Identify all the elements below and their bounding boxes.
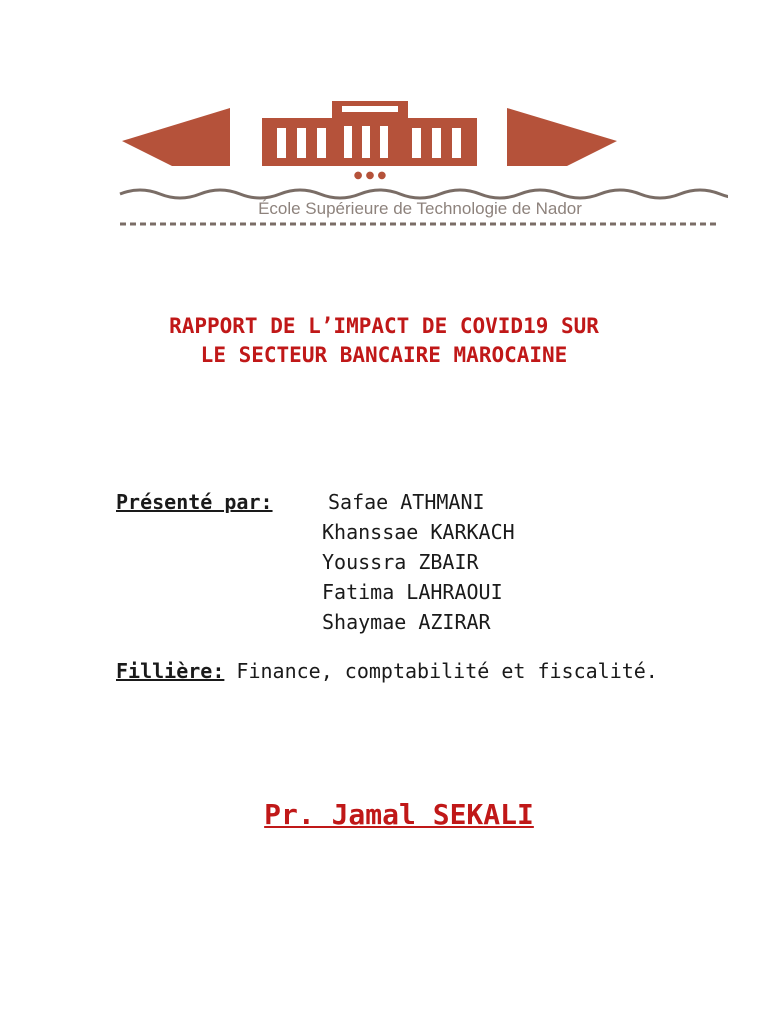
presenter-name: Youssra ZBAIR (322, 550, 479, 574)
presenter-name: Fatima LAHRAOUI (322, 580, 503, 604)
report-title (60, 312, 708, 370)
report-title-line2: LE SECTEUR BANCAIRE MAROCAINE (200, 343, 568, 367)
presenter-name: Khanssae KARKACH (322, 520, 515, 544)
presenter-name: Shaymae AZIRAR (322, 610, 491, 634)
filiere-label: Fillière: (116, 659, 225, 683)
school-logo-graphic (112, 96, 728, 228)
presenters-label: Présenté par: (116, 490, 273, 514)
presenters-names (322, 487, 515, 637)
presenters-block (116, 487, 515, 637)
school-logo (112, 96, 728, 228)
presenter-name: Safae ATHMANI (328, 490, 485, 514)
report-title-line1: RAPPORT DE L’IMPACT DE COVID19 SUR (169, 314, 599, 338)
svg-text:● ● ●: ● ● ● (353, 170, 387, 181)
school-name-fr: École Supérieure de Technologie de Nador (258, 199, 582, 218)
filiere-value: Finance, comptabilité et fiscalité. (224, 659, 658, 683)
filiere-block (116, 656, 676, 686)
professor-name: Pr. Jamal SEKALI (264, 798, 534, 831)
